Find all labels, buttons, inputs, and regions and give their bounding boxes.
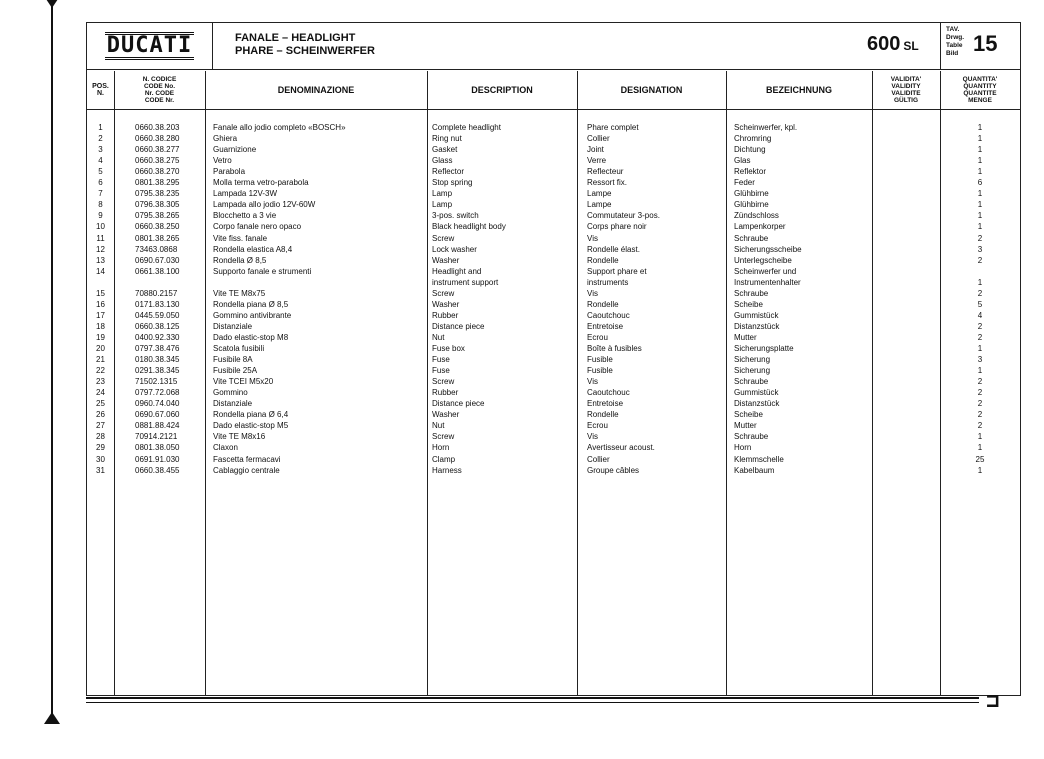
code-cell: 0801.38.265 [135, 233, 180, 243]
description-cell: Nut [432, 332, 445, 342]
table-row [87, 177, 1020, 188]
description-cell: Nut [432, 421, 445, 431]
pos-cell: 26 [96, 410, 105, 420]
description-cell: 3-pos. switch [432, 211, 479, 221]
denominazione-cell: Distanziale [213, 321, 253, 331]
drwg-label: Drwg. [946, 34, 965, 41]
description-cell: Lamp [432, 200, 453, 210]
title-line-1: FANALE – HEADLIGHT [235, 32, 356, 44]
binder-line [51, 0, 53, 722]
sheet-title [235, 32, 375, 58]
bezeichnung-cell: Sicherungsscheibe [734, 244, 802, 254]
col-code-line: CODE Nr. [144, 97, 175, 104]
quantity-cell: 1 [977, 277, 983, 287]
bezeichnung-cell: Instrumentenhalter [734, 277, 801, 287]
designation-cell: Rondelle [587, 255, 619, 265]
bezeichnung-cell: Horn [734, 443, 752, 453]
denominazione-cell: Supporto fanale e strumenti [213, 266, 312, 276]
bezeichnung-cell: Schraube [734, 377, 769, 387]
col-quantita-line: QUANTITY [963, 83, 997, 90]
code-cell: 0171.83.130 [135, 299, 180, 309]
designation-cell: Reflecteur [587, 167, 624, 177]
quantity-cell: 2 [977, 288, 983, 298]
quantity-cell: 1 [977, 167, 983, 177]
pos-cell: 13 [96, 255, 105, 265]
quantity-cell: 4 [977, 310, 983, 320]
designation-cell: Collier [587, 134, 610, 144]
quantity-cell: 25 [975, 454, 985, 464]
pos-cell: 8 [98, 200, 103, 210]
table-row [87, 199, 1020, 210]
table-label: Table [946, 42, 963, 49]
col-code-line: CODE No. [143, 83, 176, 90]
parts-sheet [86, 22, 1021, 696]
pos-cell: 10 [96, 222, 105, 232]
table-labels [946, 26, 964, 58]
code-cell: 0660.38.203 [135, 123, 180, 132]
pos-cell: 3 [98, 145, 103, 155]
quantity-cell: 1 [977, 134, 983, 144]
table-row [87, 277, 1020, 288]
bezeichnung-cell: Scheinwerfer, kpl. [734, 123, 798, 132]
denominazione-cell: Fascetta fermacavi [213, 454, 281, 464]
bezeichnung-cell: Scheinwerfer und [734, 266, 797, 276]
bezeichnung-cell: Sicherung [734, 366, 771, 376]
designation-cell: Groupe câbles [587, 465, 640, 475]
ducati-logo: DUCATI [106, 33, 193, 58]
pos-cell: 30 [96, 454, 105, 464]
denominazione-cell: Vite TE M8x16 [213, 432, 266, 442]
denominazione-cell: Ghiera [213, 134, 238, 144]
bezeichnung-cell: Scheibe [734, 299, 763, 309]
binder-top-mark [44, 0, 60, 8]
denominazione-cell: Vite fiss. fanale [213, 233, 268, 243]
designation-cell: Vis [587, 377, 598, 387]
pos-cell: 14 [96, 266, 105, 276]
bezeichnung-cell: Glas [734, 156, 751, 166]
designation-cell: Entretoise [587, 321, 624, 331]
pos-cell: 6 [98, 178, 103, 188]
code-cell: 0797.38.476 [135, 344, 180, 353]
quantity-cell: 1 [977, 156, 983, 166]
bezeichnung-cell: Sicherungsplatte [734, 344, 794, 353]
designation-cell: Entretoise [587, 399, 624, 409]
pos-cell: 31 [96, 465, 105, 475]
bezeichnung-cell: Reflektor [734, 167, 767, 177]
code-cell: 0690.67.060 [135, 410, 180, 420]
pos-cell: 27 [96, 421, 105, 431]
description-cell: Black headlight body [432, 222, 506, 232]
designation-cell: Vis [587, 288, 598, 298]
code-cell: 0400.92.330 [135, 332, 180, 342]
quantity-cell: 1 [977, 344, 983, 353]
pos-cell: 2 [98, 134, 103, 144]
code-cell: 0881.88.424 [135, 421, 180, 431]
bezeichnung-cell: Feder [734, 178, 755, 188]
code-cell: 0660.38.125 [135, 321, 180, 331]
designation-cell: Fusible [587, 366, 613, 376]
denominazione-cell: Rondella piana Ø 6,4 [213, 410, 289, 420]
pos-cell: 24 [96, 388, 105, 398]
pos-cell: 9 [98, 211, 103, 221]
description-cell: Washer [432, 410, 460, 420]
quantity-cell: 1 [977, 123, 983, 132]
col-denominazione: DENOMINAZIONE [277, 85, 355, 95]
ducati-mark-icon: ⊐ [986, 689, 1000, 714]
quantity-cell: 2 [977, 421, 983, 431]
col-validita-line: VALIDITA' [890, 76, 922, 83]
col-pos [87, 71, 114, 109]
description-cell: Screw [432, 233, 455, 243]
quantity-cell: 2 [977, 388, 983, 398]
quantity-cell: 6 [977, 178, 983, 188]
quantity-cell: 2 [977, 321, 983, 331]
code-cell: 0660.38.275 [135, 156, 180, 166]
code-cell: 70914.2121 [135, 432, 178, 442]
table-row [87, 288, 1020, 299]
pos-cell: 25 [96, 399, 105, 409]
bild-label: Bild [946, 50, 959, 57]
designation-cell: Commutateur 3-pos. [587, 211, 660, 221]
code-cell: 0660.38.270 [135, 167, 180, 177]
denominazione-cell: Fusibile 8A [213, 355, 253, 365]
quantity-cell: 1 [977, 465, 983, 475]
sheet-header [87, 23, 1020, 70]
designation-cell: Caoutchouc [587, 310, 630, 320]
denominazione-cell: Parabola [213, 167, 246, 177]
table-row [87, 409, 1020, 420]
description-cell: instrument support [432, 277, 499, 287]
bezeichnung-cell: Gummistück [734, 388, 779, 398]
designation-cell: Fusible [587, 355, 613, 365]
denominazione-cell: Cablaggio centrale [213, 465, 280, 475]
bezeichnung-cell: Zündschloss [734, 211, 779, 221]
table-row [87, 166, 1020, 177]
designation-cell: Phare complet [587, 123, 639, 132]
table-row [87, 221, 1020, 232]
denominazione-cell: Blocchetto a 3 vie [213, 211, 277, 221]
description-cell: Gasket [432, 145, 458, 155]
pos-cell: 1 [98, 123, 103, 132]
pos-cell: 7 [98, 189, 103, 199]
denominazione-cell: Guarnizione [213, 145, 257, 155]
logo-box [87, 23, 213, 69]
col-quantita-line: QUANTITA' [962, 76, 998, 83]
denominazione-cell: Claxon [213, 443, 238, 453]
denominazione-cell: Gommino [213, 388, 248, 398]
denominazione-cell: Molla terma vetro-parabola [213, 178, 309, 188]
code-cell: 0797.72.068 [135, 388, 180, 398]
bezeichnung-cell: Chromring [734, 134, 772, 144]
pos-cell: 4 [98, 156, 103, 166]
quantity-cell: 3 [977, 355, 983, 365]
description-cell: Fuse box [432, 344, 465, 353]
quantity-cell: 1 [977, 443, 983, 453]
bezeichnung-cell: Dichtung [734, 145, 766, 155]
table-row [87, 354, 1020, 365]
quantity-cell: 1 [977, 211, 983, 221]
col-validita [872, 71, 940, 109]
code-cell: 0691.91.030 [135, 454, 180, 464]
denominazione-cell: Fusibile 25A [213, 366, 258, 376]
pos-cell: 12 [96, 244, 105, 254]
pos-cell: 20 [96, 344, 105, 353]
pos-cell: 29 [96, 443, 105, 453]
col-pos-line: N. [96, 90, 104, 97]
quantity-cell: 1 [977, 366, 983, 376]
designation-cell: Joint [587, 145, 604, 155]
bezeichnung-cell: Klemmschelle [734, 454, 784, 464]
description-cell: Screw [432, 377, 455, 387]
table-row [87, 188, 1020, 199]
code-cell: 0660.38.250 [135, 222, 180, 232]
code-cell: 0180.38.345 [135, 355, 180, 365]
description-cell: Clamp [432, 454, 456, 464]
quantity-cell: 1 [977, 145, 983, 155]
code-cell: 73463.0868 [135, 244, 178, 254]
bezeichnung-cell: Distanzstück [734, 321, 780, 331]
code-cell: 0801.38.050 [135, 443, 180, 453]
table-row [87, 454, 1020, 465]
description-cell: Horn [432, 443, 450, 453]
code-cell: 70880.2157 [135, 288, 178, 298]
bezeichnung-cell: Lampenkorper [734, 222, 786, 232]
description-cell: Complete headlight [432, 123, 501, 132]
pos-cell: 5 [98, 167, 103, 177]
quantity-cell: 1 [977, 222, 983, 232]
quantity-cell: 2 [977, 377, 983, 387]
table-row [87, 233, 1020, 244]
col-quantita [940, 71, 1020, 109]
bezeichnung-cell: Sicherung [734, 355, 771, 365]
description-cell: Glass [432, 156, 453, 166]
quantity-cell: 1 [977, 200, 983, 210]
description-cell: Rubber [432, 310, 459, 320]
description-cell: Rubber [432, 388, 459, 398]
designation-cell: Collier [587, 454, 610, 464]
pos-cell: 17 [96, 310, 105, 320]
table-number: 15 [973, 31, 998, 56]
pos-cell: 16 [96, 299, 105, 309]
model-number: 600 [867, 33, 901, 55]
quantity-cell: 2 [977, 332, 983, 342]
bezeichnung-cell: Schraube [734, 288, 769, 298]
designation-cell: Avertisseur acoust. [587, 443, 655, 453]
col-validita-line: VALIDITY [891, 83, 921, 90]
table-row [87, 210, 1020, 221]
quantity-cell: 2 [977, 255, 983, 265]
designation-cell: Caoutchouc [587, 388, 630, 398]
description-cell: Headlight and [432, 266, 482, 276]
designation-cell: Boîte à fusibles [587, 344, 642, 353]
bezeichnung-cell: Schraube [734, 432, 769, 442]
designation-cell: Ressort fix. [587, 178, 628, 188]
table-row [87, 343, 1020, 354]
description-cell: Washer [432, 255, 460, 265]
bezeichnung-cell: Kabelbaum [734, 465, 775, 475]
table-row [87, 266, 1020, 277]
table-row [87, 155, 1020, 166]
bezeichnung-cell: Unterlegscheibe [734, 255, 792, 265]
description-cell: Distance piece [432, 321, 485, 331]
denominazione-cell: Rondella Ø 8,5 [213, 255, 267, 265]
table-row [87, 122, 1020, 133]
pos-cell: 15 [96, 288, 105, 298]
denominazione-cell: Vetro [213, 156, 232, 166]
designation-cell: Rondelle [587, 299, 619, 309]
designation-cell: instruments [587, 277, 629, 287]
table-row [87, 465, 1020, 476]
denominazione-cell: Scatola fusibili [213, 344, 265, 353]
table-row [87, 398, 1020, 409]
table-row [87, 387, 1020, 398]
table-row [87, 442, 1020, 453]
denominazione-cell: Rondella piana Ø 8,5 [213, 299, 289, 309]
code-cell: 71502.1315 [135, 377, 178, 387]
model-label [867, 33, 919, 56]
bezeichnung-cell: Gummistück [734, 310, 779, 320]
description-cell: Fuse [432, 366, 450, 376]
designation-cell: Ecrou [587, 332, 608, 342]
code-cell: 0445.59.050 [135, 310, 180, 320]
bezeichnung-cell: Glühbirne [734, 200, 769, 210]
pos-cell: 18 [96, 321, 105, 331]
description-cell: Lamp [432, 189, 453, 199]
code-cell: 0801.38.295 [135, 178, 180, 188]
model-suffix: SL [903, 39, 919, 53]
table-row [87, 255, 1020, 266]
col-code [114, 71, 205, 109]
designation-cell: Lampe [587, 200, 612, 210]
denominazione-cell: Dado elastic-stop M8 [213, 332, 289, 342]
denominazione-cell: Fanale allo jodio completo «BOSCH» [213, 123, 346, 132]
designation-cell: Vis [587, 432, 598, 442]
designation-cell: Vis [587, 233, 598, 243]
col-code-line: N. CODICE [142, 76, 177, 83]
description-cell: Distance piece [432, 399, 485, 409]
pos-cell: 23 [96, 377, 105, 387]
denominazione-cell: Vite TCEI M5x20 [213, 377, 274, 387]
code-cell: 0291.38.345 [135, 366, 180, 376]
description-cell: Screw [432, 288, 455, 298]
designation-cell: Ecrou [587, 421, 608, 431]
table-row [87, 420, 1020, 431]
designation-cell: Support phare et [587, 266, 647, 276]
code-cell: 0660.38.280 [135, 134, 180, 144]
col-quantita-line: MENGE [968, 97, 992, 104]
quantity-cell: 3 [977, 244, 983, 254]
pos-cell: 19 [96, 332, 105, 342]
col-designation: DESIGNATION [620, 85, 683, 95]
binder-bottom-mark [44, 712, 60, 724]
denominazione-cell: Corpo fanale nero opaco [213, 222, 302, 232]
designation-cell: Verre [587, 156, 607, 166]
code-cell: 0796.38.305 [135, 200, 180, 210]
quantity-cell: 2 [977, 233, 983, 243]
quantity-cell: 2 [977, 399, 983, 409]
designation-cell: Rondelle élast. [587, 244, 640, 254]
code-cell: 0795.38.235 [135, 189, 180, 199]
table-row [87, 299, 1020, 310]
code-cell: 0661.38.100 [135, 266, 180, 276]
table-number-box [940, 23, 1021, 69]
description-cell: Screw [432, 432, 455, 442]
tav-label: TAV. [946, 26, 960, 33]
col-validita-line: VALIDITE [891, 90, 921, 97]
bezeichnung-cell: Distanzstück [734, 399, 780, 409]
denominazione-cell: Rondella elastica A8,4 [213, 244, 293, 254]
code-cell: 0690.67.030 [135, 255, 180, 265]
description-cell: Stop spring [432, 178, 473, 188]
denominazione-cell: Lampada allo jodio 12V-60W [213, 200, 316, 210]
table-row [87, 365, 1020, 376]
table-row [87, 133, 1020, 144]
table-row [87, 376, 1020, 387]
bezeichnung-cell: Glühbirne [734, 189, 769, 199]
code-cell: 0960.74.040 [135, 399, 180, 409]
quantity-cell: 1 [977, 432, 983, 442]
bottom-rule [86, 697, 979, 699]
code-cell: 0795.38.265 [135, 211, 180, 221]
quantity-cell: 2 [977, 410, 983, 420]
description-cell: Ring nut [432, 134, 462, 144]
pos-cell: 22 [96, 366, 105, 376]
bezeichnung-cell: Scheibe [734, 410, 763, 420]
table-row [87, 332, 1020, 343]
description-cell: Lock washer [432, 244, 477, 254]
description-cell: Harness [432, 465, 462, 475]
designation-cell: Rondelle [587, 410, 619, 420]
table-row [87, 321, 1020, 332]
col-pos-line: POS. [92, 83, 109, 90]
table-row [87, 244, 1020, 255]
table-row [87, 310, 1020, 321]
denominazione-cell: Vite TE M8x75 [213, 288, 266, 298]
bezeichnung-cell: Mutter [734, 332, 757, 342]
col-description: DESCRIPTION [471, 85, 533, 95]
pos-cell: 28 [96, 432, 105, 442]
code-cell: 0660.38.277 [135, 145, 180, 155]
table-row [87, 144, 1020, 155]
bottom-rule [86, 702, 979, 703]
col-code-line: Nr. CODE [144, 90, 175, 97]
col-validita-line: GÜLTIG [893, 97, 919, 104]
bezeichnung-cell: Mutter [734, 421, 757, 431]
col-quantita-line: QUANTITE [963, 90, 997, 97]
bezeichnung-cell: Schraube [734, 233, 769, 243]
description-cell: Reflector [432, 167, 465, 177]
table-row [87, 431, 1020, 442]
code-cell: 0660.38.455 [135, 465, 180, 475]
description-cell: Fuse [432, 355, 450, 365]
title-line-2: PHARE – SCHEINWERFER [235, 45, 375, 57]
quantity-cell: 5 [977, 299, 983, 309]
denominazione-cell: Dado elastic-stop M5 [213, 421, 289, 431]
denominazione-cell: Gommino antivibrante [213, 310, 292, 320]
designation-cell: Lampe [587, 189, 612, 199]
denominazione-cell: Lampada 12V-3W [213, 189, 278, 199]
quantity-cell: 1 [977, 189, 983, 199]
pos-cell: 21 [96, 355, 105, 365]
col-bezeichnung: BEZEICHNUNG [765, 85, 832, 95]
pos-cell: 11 [96, 233, 105, 243]
denominazione-cell: Distanziale [213, 399, 253, 409]
designation-cell: Corps phare noir [587, 222, 647, 232]
description-cell: Washer [432, 299, 460, 309]
